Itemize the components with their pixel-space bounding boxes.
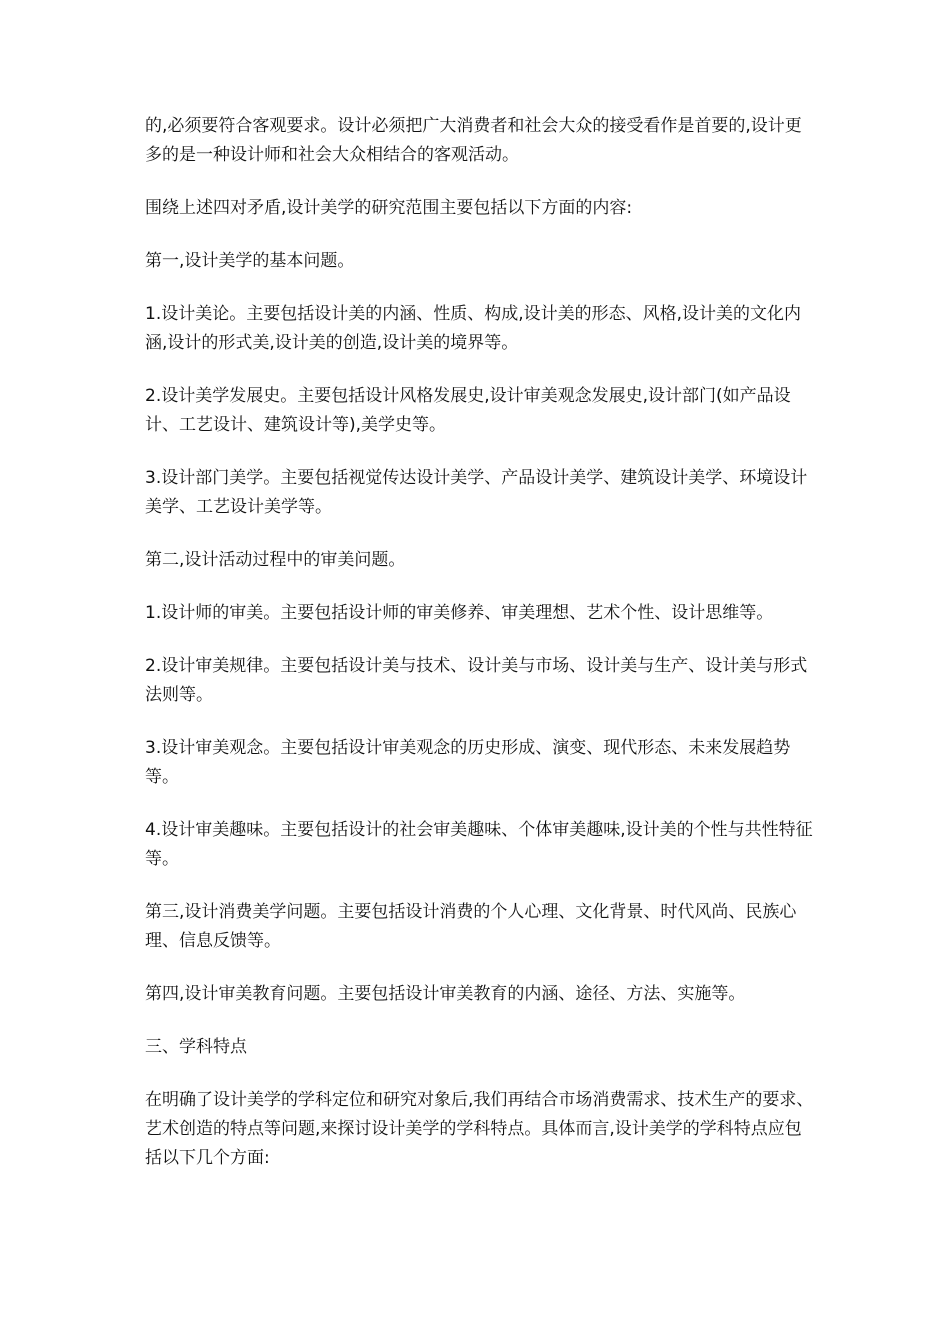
list-item-department-aesthetics: 3.设计部门美学。主要包括视觉传达设计美学、产品设计美学、建筑设计美学、环境设计美学、工艺设计美学等。 <box>145 468 808 517</box>
paragraph-discipline-features: 在明确了设计美学的学科定位和研究对象后,我们再结合市场消费需求、技术生产的要求、艺术创造的特点等问题,来探讨设计美学的学科特点。具体而言,设计美学的学科特点应包括以下几个方面: <box>145 1090 814 1168</box>
list-item-aesthetics-history: 2.设计美学发展史。主要包括设计风格发展史,设计审美观念发展史,设计部门(如产品设计、工艺设计、建筑设计等),美学史等。 <box>145 386 791 435</box>
section-first-heading: 第一,设计美学的基本问题。 <box>145 251 355 271</box>
list-item-design-beauty-theory: 1.设计美论。主要包括设计美的内涵、性质、构成,设计美的形态、风格,设计美的文化内涵,设计的形式美,设计美的创造,设计美的境界等。 <box>145 304 802 353</box>
section-fourth-paragraph: 第四,设计审美教育问题。主要包括设计审美教育的内涵、途径、方法、实施等。 <box>145 984 746 1004</box>
document-body <box>145 112 815 1173</box>
list-item-aesthetic-taste: 4.设计审美趣味。主要包括设计的社会审美趣味、个体审美趣味,设计美的个性与共性特征等。 <box>145 820 813 869</box>
paragraph-scope-intro: 围绕上述四对矛盾,设计美学的研究范围主要包括以下方面的内容: <box>145 198 633 218</box>
paragraph-intro-continuation: 的,必须要符合客观要求。设计必须把广大消费者和社会大众的接受看作是首要的,设计更多的是一种设计师和社会大众相结合的客观活动。 <box>145 116 802 165</box>
section-second-heading: 第二,设计活动过程中的审美问题。 <box>145 550 406 570</box>
section-discipline-heading: 三、学科特点 <box>145 1037 247 1057</box>
list-item-aesthetic-concepts: 3.设计审美观念。主要包括设计审美观念的历史形成、演变、现代形态、未来发展趋势等。 <box>145 738 791 787</box>
section-third-paragraph: 第三,设计消费美学问题。主要包括设计消费的个人心理、文化背景、时代风尚、民族心理、信息反馈等。 <box>145 902 797 951</box>
list-item-designer-aesthetics: 1.设计师的审美。主要包括设计师的审美修养、审美理想、艺术个性、设计思维等。 <box>145 603 774 623</box>
list-item-aesthetic-laws: 2.设计审美规律。主要包括设计美与技术、设计美与市场、设计美与生产、设计美与形式法则等。 <box>145 656 808 705</box>
